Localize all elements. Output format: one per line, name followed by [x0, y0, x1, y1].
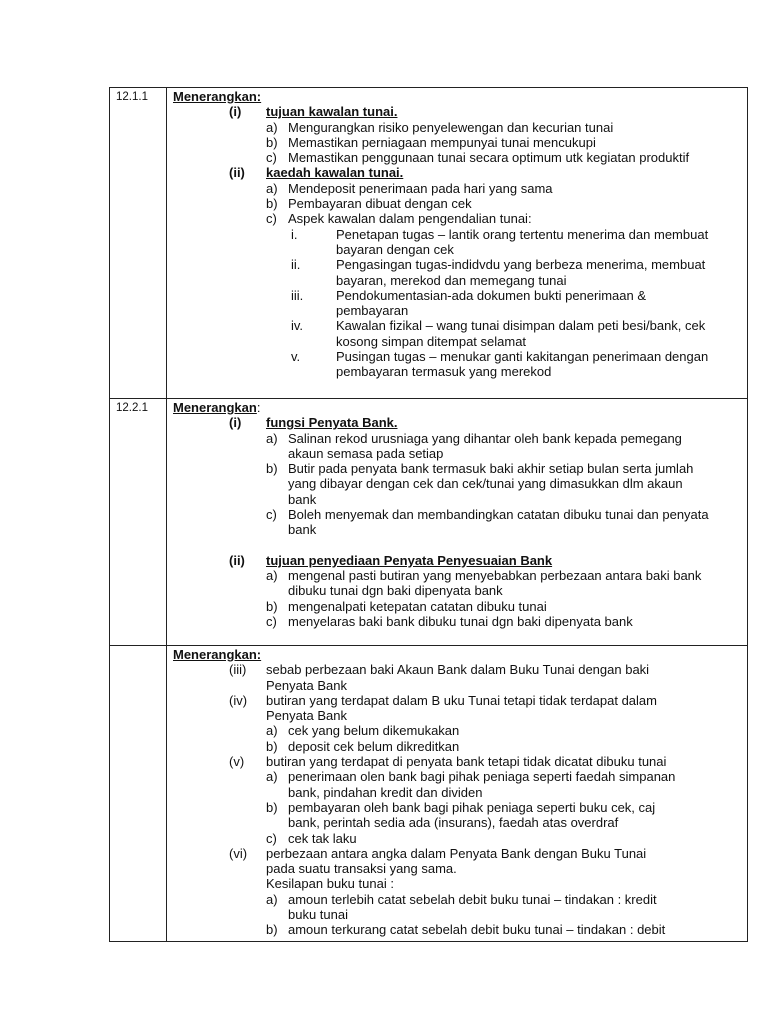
sub-list-item-continuation: kosong simpan ditempat selamat — [336, 333, 527, 349]
list-item: a) Salinan rekod urusniaga yang dihantar oleh bank kepada pemegang — [266, 430, 682, 446]
subsection-heading: (i) fungsi Penyata Bank. — [229, 415, 398, 431]
list-item-continuation: bank — [288, 522, 317, 538]
paragraph-item: (iii) sebab perbezaan baki Akaun Bank dalam Buku Tunai dengan baki — [229, 662, 650, 678]
list-item: a) mengenal pasti butiran yang menyebabkan perbezaan antara baki bank — [266, 567, 702, 583]
list-item: a) Mengurangkan risiko penyelewengan dan kecurian tunai — [266, 119, 614, 135]
list-item: a) penerimaan olen bank bagi pihak peniaga seperti faedah simpanan — [266, 769, 676, 785]
paragraph-item: (vi) perbezaan antara angka dalam Penyata Bank dengan Buku Tunai — [229, 845, 647, 861]
list-item-continuation: bank, pindahan kredit dan dividen — [288, 784, 483, 800]
list-item: b) pembayaran oleh bank bagi pihak peniaga seperti buku cek, caj — [266, 799, 656, 815]
row-content — [167, 646, 748, 942]
row-code — [110, 646, 167, 942]
list-item: a) Mendeposit penerimaan pada hari yang sama — [266, 180, 553, 196]
paragraph-continuation: pada suatu transaksi yang sama. — [266, 861, 457, 877]
subsection-heading: (ii) kaedah kawalan tunai. — [229, 165, 404, 181]
notes-table — [109, 87, 748, 942]
sub-list-item: iv. Kawalan fizikal – wang tunai disimpan dalam peti besi/bank, cek — [291, 318, 706, 334]
list-item-continuation: bank — [288, 491, 317, 507]
list-item-continuation: yang dibayar dengan cek dan cek/tunai yang dimasukkan dlm akaun — [288, 476, 683, 492]
list-item: c) menyelaras baki bank dibuku tunai dgn baki dipenyata bank — [266, 613, 633, 629]
subsection-heading: (ii) tujuan penyediaan Penyata Penyesuaian Bank — [229, 552, 553, 568]
section-title: Menerangkan: — [173, 400, 261, 415]
sub-list-item: iii. Pendokumentasian-ada dokumen bukti penerimaan & — [291, 287, 647, 303]
sub-list-item: v. Pusingan tugas – menukar ganti kakitangan penerimaan dengan — [291, 349, 709, 365]
table-row — [110, 646, 748, 942]
paragraph-continuation: Penyata Bank — [266, 677, 347, 693]
sub-list-item-continuation: bayaran, merekod dan memegang tunai — [336, 272, 567, 288]
list-item: b) Butir pada penyata bank termasuk baki akhir setiap bulan serta jumlah — [266, 461, 694, 477]
list-item: b) deposit cek belum dikreditkan — [266, 738, 460, 754]
paragraph-item: (v) butiran yang terdapat di penyata bank tetapi tidak dicatat dibuku tunai — [229, 754, 667, 770]
row-code: 12.1.1 — [110, 88, 167, 399]
list-item: a) amoun terlebih catat sebelah debit buku tunai – tindakan : kredit — [266, 891, 657, 907]
sub-list-item: ii. Pengasingan tugas-indidvdu yang berbeza menerima, membuat — [291, 257, 706, 273]
table-row — [110, 399, 748, 646]
row-code: 12.2.1 — [110, 399, 167, 646]
list-item: b) mengenalpati ketepatan catatan dibuku tunai — [266, 598, 547, 614]
sub-list-item-continuation: pembayaran — [336, 303, 409, 319]
row-content — [167, 399, 748, 646]
list-item: c) Boleh menyemak dan membandingkan catatan dibuku tunai dan penyata — [266, 507, 709, 523]
list-item-continuation: bank, perintah sedia ada (insurans), faedah atas overdraf — [288, 815, 619, 831]
row-content — [167, 88, 748, 399]
section-title: Menerangkan: — [173, 647, 262, 662]
list-item: a) cek yang belum dikemukakan — [266, 723, 460, 739]
list-item: b) Memastikan perniagaan mempunyai tunai mencukupi — [266, 134, 596, 150]
sub-list-item: i. Penetapan tugas – lantik orang tertentu menerima dan membuat — [291, 226, 709, 242]
sub-list-item-continuation: bayaran dengan cek — [336, 241, 454, 257]
paragraph-item: (iv) butiran yang terdapat dalam B uku Tunai tetapi tidak terdapat dalam — [229, 692, 657, 708]
section-title: Menerangkan: — [173, 89, 262, 104]
sub-list-item-continuation: pembayaran termasuk yang merekod — [336, 364, 552, 380]
list-item-continuation: buku tunai — [288, 907, 348, 923]
subsection-heading: (i) tujuan kawalan tunai. — [229, 104, 398, 120]
list-item: b) amoun terkurang catat sebelah debit buku tunai – tindakan : debit — [266, 922, 666, 938]
list-item: c) Aspek kawalan dalam pengendalian tunai: — [266, 211, 532, 227]
list-item: c) Memastikan penggunaan tunai secara optimum utk kegiatan produktif — [266, 150, 690, 166]
list-item-continuation: akaun semasa pada setiap — [288, 445, 444, 461]
list-item: c) cek tak laku — [266, 830, 357, 846]
table-row — [110, 88, 748, 399]
spacer — [173, 538, 743, 553]
list-item-continuation: dibuku tunai dgn baki dipenyata bank — [288, 583, 503, 599]
list-item: b) Pembayaran dibuat dengan cek — [266, 196, 472, 212]
paragraph-continuation: Kesilapan buku tunai : — [266, 876, 394, 892]
paragraph-continuation: Penyata Bank — [266, 708, 347, 724]
